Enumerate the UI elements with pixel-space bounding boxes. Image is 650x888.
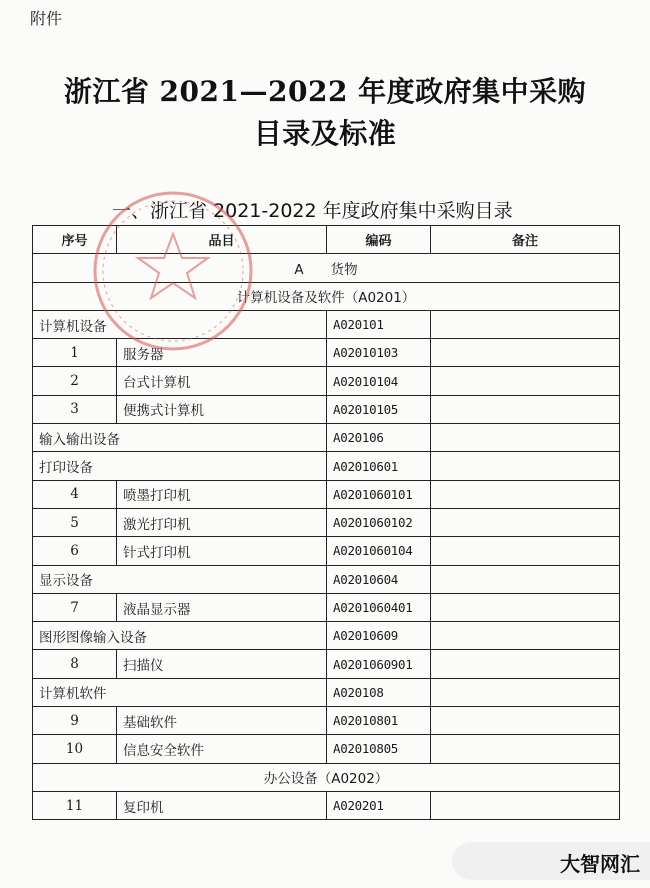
category-remark [431,424,620,452]
row-code: A0201060401 [327,593,431,621]
row-code: A020201 [327,791,431,819]
row-seq: 1 [33,339,117,367]
category-name: 图形图像输入设备 [33,622,327,650]
row-code: A0201060901 [327,650,431,678]
row-seq: 2 [33,367,117,395]
table-row [33,367,620,395]
table-row [33,593,620,621]
row-item-name: 便携式计算机 [117,395,327,423]
table-header-row [33,226,620,254]
row-seq: 8 [33,650,117,678]
table-row [33,537,620,565]
section-row [33,282,620,310]
row-code: A02010105 [327,395,431,423]
row-code: A0201060104 [327,537,431,565]
category-remark [431,565,620,593]
row-item-name: 扫描仪 [117,650,327,678]
procurement-catalog-table [32,225,620,820]
section-row-label: 计算机设备及软件（A0201） [33,282,620,310]
table-row [33,791,620,819]
row-remark [431,395,620,423]
row-item-name: 台式计算机 [117,367,327,395]
category-code: A020106 [327,424,431,452]
row-remark [431,593,620,621]
row-seq: 6 [33,537,117,565]
row-item-name: 液晶显示器 [117,593,327,621]
row-item-name: 信息安全软件 [117,735,327,763]
table-row [33,508,620,536]
row-remark [431,480,620,508]
row-remark [431,367,620,395]
section-row-label: A 货物 [33,254,620,282]
row-remark [431,537,620,565]
category-remark [431,678,620,706]
row-item-name: 喷墨打印机 [117,480,327,508]
row-code: A02010104 [327,367,431,395]
row-seq: 3 [33,395,117,423]
row-code: A02010103 [327,339,431,367]
row-remark [431,735,620,763]
document-title-line2: 目录及标准 [253,117,397,150]
category-code: A02010609 [327,622,431,650]
table-row [33,707,620,735]
section-row [33,254,620,282]
category-row [33,622,620,650]
row-item-name: 针式打印机 [117,537,327,565]
category-name: 输入输出设备 [33,424,327,452]
row-remark [431,339,620,367]
category-remark [431,310,620,338]
row-item-name: 服务器 [117,339,327,367]
category-code: A02010604 [327,565,431,593]
row-code: A02010805 [327,735,431,763]
category-row [33,310,620,338]
category-code: A02010601 [327,452,431,480]
row-seq: 9 [33,707,117,735]
category-row [33,678,620,706]
row-item-name: 复印机 [117,791,327,819]
row-remark [431,508,620,536]
section-row-label: 办公设备（A0202） [33,763,620,791]
category-row [33,565,620,593]
header-item: 品目 [117,226,327,254]
section-title: 一、浙江省 2021-2022 年度政府集中采购目录 [112,200,513,222]
category-row [33,452,620,480]
row-seq: 11 [33,791,117,819]
table-row [33,480,620,508]
row-seq: 7 [33,593,117,621]
category-remark [431,622,620,650]
row-item-name: 激光打印机 [117,508,327,536]
site-watermark [452,842,650,880]
row-code: A0201060102 [327,508,431,536]
table-row [33,395,620,423]
header-remark: 备注 [431,226,620,254]
category-name: 打印设备 [33,452,327,480]
section-row [33,763,620,791]
row-item-name: 基础软件 [117,707,327,735]
attachment-label: 附件 [30,9,63,28]
category-row [33,424,620,452]
row-code: A0201060101 [327,480,431,508]
row-remark [431,650,620,678]
watermark-text: 大智网汇 [560,852,640,876]
document-title-line1: 浙江省 2021—2022 年度政府集中采购 [63,75,587,108]
category-name: 计算机软件 [33,678,327,706]
table-row [33,735,620,763]
header-seq: 序号 [33,226,117,254]
table-row [33,650,620,678]
row-remark [431,791,620,819]
category-remark [431,452,620,480]
row-code: A02010801 [327,707,431,735]
table-row [33,339,620,367]
row-seq: 10 [33,735,117,763]
row-seq: 5 [33,508,117,536]
category-code: A020108 [327,678,431,706]
row-seq: 4 [33,480,117,508]
header-code: 编码 [327,226,431,254]
category-name: 计算机设备 [33,310,327,338]
category-code: A020101 [327,310,431,338]
category-name: 显示设备 [33,565,327,593]
row-remark [431,707,620,735]
